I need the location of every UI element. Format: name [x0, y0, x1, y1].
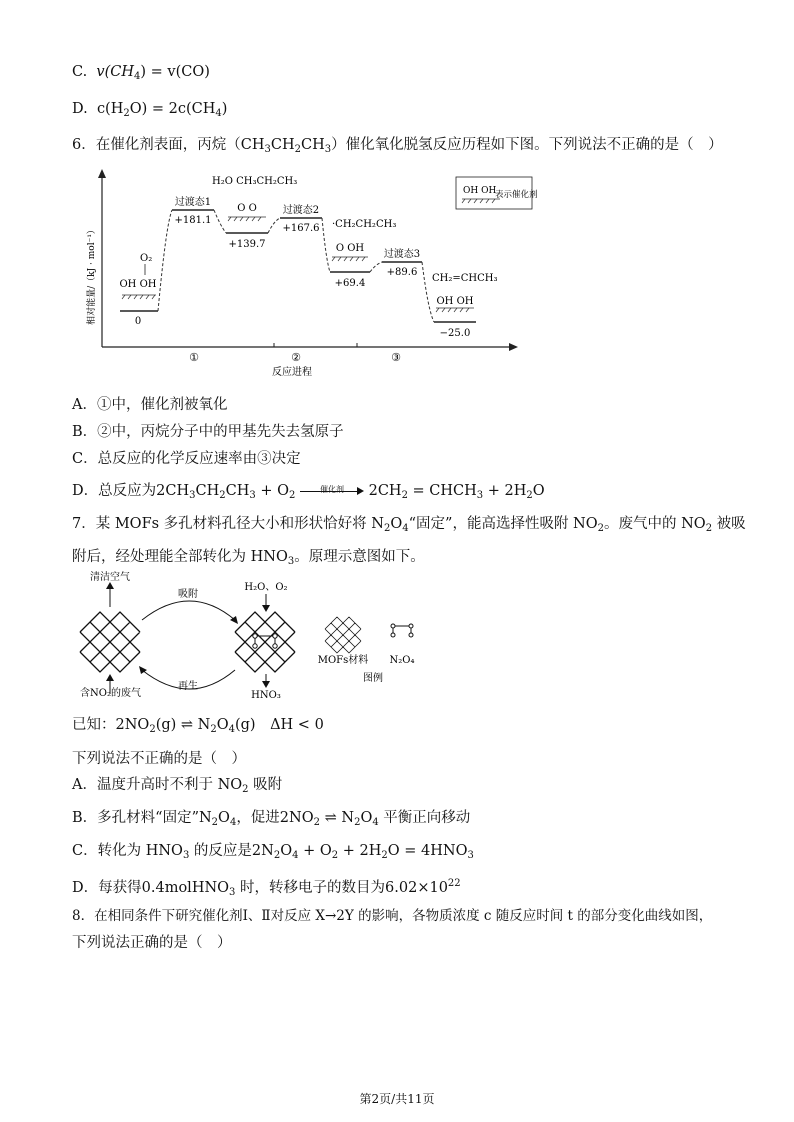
level-2-surface: O O [237, 203, 257, 214]
level-6-surface: OH OH [436, 296, 474, 307]
ts1-value: +181.1 [174, 215, 212, 226]
level-6-value: −25.0 [439, 328, 471, 339]
option-d-prev: D. $c(H_2O) = 2c(CH_4)$ [72, 101, 228, 119]
level-2-species: H₂O CH₃CH₂CH₃ [212, 176, 298, 187]
level-6-species: CH₂=CHCH₃ [432, 273, 498, 284]
page-footer: 第2页/共11页 [359, 1092, 435, 1106]
q7-option-d: D．每获得0.4molHNO$_3$ 时，转移电子的数目为$6.02\times 10^{22}$ [72, 878, 461, 898]
level-0-o2: O₂ [140, 253, 153, 264]
ts3-label: 过渡态3 [383, 249, 421, 260]
legend-text: 表示催化剂 [495, 190, 538, 200]
q7-option-c: C．转化为 $HNO_3$ 的反应是$2N_2O_4 + O_2 + 2H_2O = 4HNO_3$ [72, 843, 474, 861]
q7-question: 下列说法不正确的是（ ） [72, 751, 246, 767]
level-2-value: +139.7 [228, 239, 266, 250]
q6-option-b: B．②中，丙烷分子中的甲基先失去氢原子 [72, 424, 344, 440]
regen-label: 再生 [178, 681, 198, 692]
catalyst-label: 催化剂 [319, 485, 344, 494]
step-1: ① [189, 351, 199, 364]
level-0-value: 0 [134, 316, 142, 327]
q7-option-a: A．温度升高时不利于 $NO_2$ 吸附 [72, 777, 283, 795]
q6-option-a: A．①中，催化剂被氧化 [72, 397, 228, 413]
ts1-label: 过渡态1 [174, 197, 212, 208]
step-3: ③ [391, 351, 401, 364]
level-4-surface: O OH [335, 243, 365, 254]
legend-oh: OH OH [463, 186, 497, 196]
q6-stem: 6．在催化剂表面，丙烷$(CH_3CH_2CH_3)$催化氧化脱氢反应历程如下图。下列说法不正确的是（ ） [72, 137, 723, 155]
y-axis-label: 相对能量/（kJ · mol⁻¹） [87, 225, 97, 325]
q7-known: 已知：$2NO_2(g)$ ⇌ $N_2O_4(g)$ ΔH < 0 [72, 717, 324, 735]
legend-mof-label: MOFs材料 [317, 655, 369, 666]
q7-stem-line2: 附后，经处理能全部转化为 $HNO_3$。原理示意图如下。 [72, 549, 425, 567]
step-2: ② [291, 351, 301, 364]
q6-option-c: C．总反应的化学反应速率由③决定 [72, 451, 301, 467]
level-4-species: ·CH₂CH₂CH₃ [332, 219, 397, 230]
q7-stem-line1: 7．某 MOFs 多孔材料孔径大小和形状恰好将 $N_2O_4“$固定”，能高选择性吸附 $NO_2$。废气中的 $NO_2$ 被吸 [72, 516, 746, 534]
q8-stem-line2: 下列说法正确的是（ ） [72, 935, 232, 951]
level-0-species: OH OH [119, 279, 157, 290]
ts2-label: 过渡态2 [282, 205, 320, 216]
legend-title: 图例 [363, 673, 383, 684]
adsorb-label: 吸附 [178, 589, 198, 600]
ts2-value: +167.6 [282, 223, 320, 234]
mof-diagram [70, 572, 430, 704]
energy-diagram [82, 165, 538, 380]
x-axis-label: 反应进程 [272, 367, 312, 378]
hno3-output-label: HNO₃ [251, 690, 281, 701]
q7-option-b: B．多孔材料“固定$”N_2O_4$，促进$2NO_2$ ⇌ $N_2O_4$ 平衡正向移动 [72, 810, 471, 828]
option-c-prev: C. $v(CH_4) = v(CO)$ [72, 64, 210, 82]
ts3-value: +89.6 [386, 267, 418, 278]
inputs-label: H₂O、O₂ [244, 582, 288, 593]
legend-n2o4-label: N₂O₄ [389, 655, 415, 666]
level-4-value: +69.4 [334, 278, 366, 289]
q8-stem-line1: 8．在相同条件下研究催化剂Ⅰ、Ⅱ对反应 X→2Y 的影响，各物质浓度 c 随反应时间 t 的部分变化曲线如图， [72, 908, 713, 924]
q6-option-d: D．总反应为$2CH_3CH_2CH_3 + O_2$ 催化剂 $2CH_2$ = $CHCH_3 + 2H_2O$ [72, 481, 545, 506]
waste-gas-label: 含NO₂的废气 [80, 688, 141, 699]
clean-air-label: 清洁空气 [90, 572, 130, 583]
